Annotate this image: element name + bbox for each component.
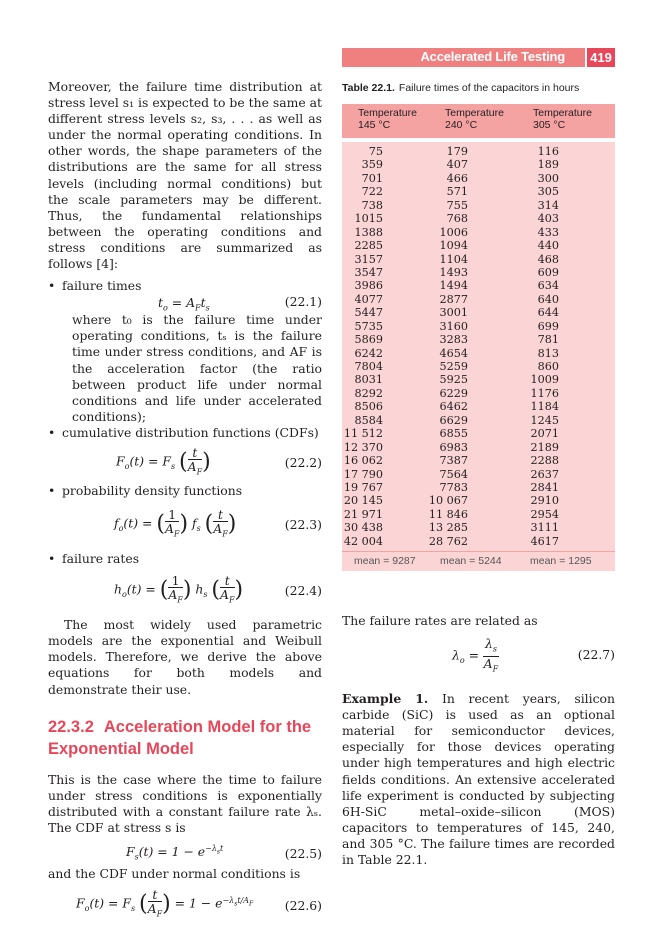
mean-305: mean = 1295 xyxy=(530,555,592,568)
table-cell: 8506 xyxy=(354,400,383,414)
table-cell: 5447 xyxy=(354,306,383,320)
section-number: 22.3.2 xyxy=(48,717,94,736)
running-header-title: Accelerated Life Testing xyxy=(420,49,565,64)
table-cell: 7783 xyxy=(439,480,468,494)
table-row xyxy=(342,535,615,548)
table-cell: 42 004 xyxy=(343,534,383,548)
equation-number: (22.1) xyxy=(284,294,322,310)
section-title: Acceleration Model for the Exponential Model xyxy=(48,717,312,758)
table-cell: 2071 xyxy=(530,427,559,441)
table-cell: 4654 xyxy=(439,346,468,360)
table-cell: 768 xyxy=(446,212,468,226)
equation-number: (22.6) xyxy=(284,898,322,914)
table-cell: 634 xyxy=(537,279,559,293)
table-cell: 300 xyxy=(537,171,559,185)
table-row xyxy=(342,427,615,440)
equation-number: (22.7) xyxy=(577,647,615,663)
table-cell: 466 xyxy=(446,171,468,185)
bullet-failure-rates: • failure rates xyxy=(48,551,322,567)
table-cell: 359 xyxy=(361,158,383,172)
table-cell: 1104 xyxy=(439,252,468,266)
table-cell: 571 xyxy=(446,185,468,199)
table-label: Table 22.1. xyxy=(342,82,395,94)
table-cell: 3986 xyxy=(354,279,383,293)
table-cell: 468 xyxy=(537,252,559,266)
intro-paragraph: Moreover, the failure time distribution at stress level s₁ is expected to be the same at different stress levels s₂, s₃, . . . as well as under the normal operating conditions. In other words, the shape parameters of the distributions are the same for all stress levels (including normal conditions) but the scale parameters may be different. Thus, the fundamental relationships between the operating conditions and stress conditions are summarized as follows [4]: xyxy=(48,79,322,272)
table-caption xyxy=(342,82,615,94)
table-cell: 2877 xyxy=(439,292,468,306)
table-row xyxy=(342,481,615,494)
table-row xyxy=(342,373,615,386)
table-row xyxy=(342,494,615,507)
table-cell: 8584 xyxy=(354,413,383,427)
table-cell: 860 xyxy=(537,360,559,373)
bullet-failure-times: • failure times xyxy=(48,278,322,294)
rates-paragraph: The failure rates are related as xyxy=(342,613,538,628)
table-cell: 179 xyxy=(446,145,468,158)
table-cell: 7804 xyxy=(354,360,383,373)
table-cell: 11 846 xyxy=(428,507,468,521)
table-cell: 2841 xyxy=(530,480,559,494)
table-row xyxy=(342,441,615,454)
table-cell: 1493 xyxy=(439,265,468,279)
mean-240: mean = 5244 xyxy=(440,555,502,568)
failure-times-description: where t₀ is the failure time under operating conditions, tₛ is the failure time under stress conditions, and AF is the acceleration factor (the ratio between product life under normal conditions and life under accelerated conditions); xyxy=(72,312,322,424)
section-heading xyxy=(48,716,322,760)
table-cell: 21 971 xyxy=(343,507,383,521)
table-row xyxy=(342,333,615,346)
table-cell: 813 xyxy=(537,346,559,360)
table-row xyxy=(342,521,615,534)
table-row xyxy=(342,400,615,413)
mean-145: mean = 9287 xyxy=(354,555,416,568)
header-col-305: Temperature 305 °C xyxy=(533,107,592,131)
table-cell: 3111 xyxy=(530,521,559,535)
table-cell: 12 370 xyxy=(343,440,383,454)
equation-22-3: $f_o(t)$ = ( $\frac{1}{A_F}$ ) $f_s$ ( $\frac{t}{A_F}$ ) (22.3) xyxy=(114,507,322,539)
table-cell: 11 512 xyxy=(343,427,383,441)
table-row xyxy=(342,266,615,279)
table-cell: 20 145 xyxy=(343,494,383,508)
table-cell: 2954 xyxy=(530,507,559,521)
table-cell: 6242 xyxy=(354,346,383,360)
table-cell: 1184 xyxy=(530,400,559,414)
table-body xyxy=(342,142,615,551)
equation-22-5: $F_s(t) = 1 - e^{-\lambda_st}$ (22.5) xyxy=(126,844,322,862)
bullet-pdf: • probability density functions xyxy=(48,483,322,499)
table-row xyxy=(342,226,615,239)
table-caption-text: Failure times of the capacitors in hours xyxy=(398,82,580,94)
equation-number: (22.3) xyxy=(284,517,322,533)
table-cell: 305 xyxy=(537,185,559,199)
table-row xyxy=(342,239,615,252)
table-row xyxy=(342,306,615,319)
table-cell: 403 xyxy=(537,212,559,226)
table-row xyxy=(342,508,615,521)
table-row xyxy=(342,145,615,158)
table-row xyxy=(342,320,615,333)
table-cell: 440 xyxy=(537,239,559,253)
table-cell: 19 767 xyxy=(343,480,383,494)
table-cell: 6855 xyxy=(439,427,468,441)
table-row xyxy=(342,387,615,400)
table-cell: 5869 xyxy=(354,333,383,347)
table-cell: 1015 xyxy=(354,212,383,226)
table-row xyxy=(342,360,615,373)
table-cell: 407 xyxy=(446,158,468,172)
table-cell: 781 xyxy=(537,333,559,347)
left-column xyxy=(48,79,322,926)
table-cell: 3157 xyxy=(354,252,383,266)
table-cell: 644 xyxy=(537,306,559,320)
table-cell: 1006 xyxy=(439,225,468,239)
table-cell: 314 xyxy=(537,198,559,212)
table-cell: 5259 xyxy=(439,360,468,373)
table-cell: 3160 xyxy=(439,319,468,333)
table-cell: 6629 xyxy=(439,413,468,427)
table-cell: 189 xyxy=(537,158,559,172)
table-cell: 7387 xyxy=(439,454,468,468)
table-header xyxy=(342,104,615,138)
table-row xyxy=(342,293,615,306)
failure-times-table xyxy=(342,104,615,571)
table-cell: 1245 xyxy=(530,413,559,427)
table-row xyxy=(342,347,615,360)
table-row xyxy=(342,279,615,292)
table-cell: 28 762 xyxy=(428,534,468,548)
table-cell: 2285 xyxy=(354,239,383,253)
models-paragraph: The most widely used parametric models are the exponential and Weibull models. Therefore, we derive the above equations for both models and demonstrate their use. xyxy=(48,617,322,697)
table-cell: 755 xyxy=(446,198,468,212)
table-cell: 433 xyxy=(537,225,559,239)
example-label: Example 1. xyxy=(342,691,429,707)
equation-number: (22.2) xyxy=(284,454,322,470)
table-cell: 738 xyxy=(361,198,383,212)
table-cell: 1388 xyxy=(354,225,383,239)
table-cell: 1494 xyxy=(439,279,468,293)
table-cell: 116 xyxy=(537,145,559,158)
table-cell: 3547 xyxy=(354,265,383,279)
table-row xyxy=(342,253,615,266)
table-cell: 640 xyxy=(537,292,559,306)
table-cell: 17 790 xyxy=(343,467,383,481)
table-cell: 722 xyxy=(361,185,383,199)
example-paragraph xyxy=(342,691,615,868)
table-cell: 1009 xyxy=(530,373,559,387)
header-col-240: Temperature 240 °C xyxy=(445,107,504,131)
table-cell: 10 067 xyxy=(428,494,468,508)
table-cell: 2288 xyxy=(530,454,559,468)
table-cell: 2910 xyxy=(530,494,559,508)
table-cell: 8292 xyxy=(354,386,383,400)
table-cell: 1094 xyxy=(439,239,468,253)
table-cell: 2637 xyxy=(530,467,559,481)
table-row xyxy=(342,185,615,198)
table-row xyxy=(342,158,615,171)
running-header xyxy=(342,48,615,67)
table-means-row xyxy=(342,551,615,571)
table-cell: 3001 xyxy=(439,306,468,320)
equation-number: (22.5) xyxy=(284,846,322,861)
table-row xyxy=(342,172,615,185)
table-cell: 701 xyxy=(361,171,383,185)
equation-number: (22.4) xyxy=(284,583,322,599)
table-cell: 609 xyxy=(537,265,559,279)
table-cell: 3283 xyxy=(439,333,468,347)
table-cell: 6983 xyxy=(439,440,468,454)
table-cell: 4617 xyxy=(530,534,559,548)
table-cell: 699 xyxy=(537,319,559,333)
equation-22-6: $F_o(t) = F_s$ ( $\frac{t}{A_F}$ ) = $1 - e^{-\lambda_st/A_F}$ (22.6) xyxy=(76,887,322,919)
table-row xyxy=(342,454,615,467)
normal-cdf-paragraph: and the CDF under normal conditions is xyxy=(48,866,301,881)
table-cell: 16 062 xyxy=(343,454,383,468)
exponential-paragraph: This is the case where the time to failure under stress conditions is exponentially distributed with a constant failure rate λₛ. The CDF at stress s is xyxy=(48,771,322,835)
table-cell: 1176 xyxy=(530,386,559,400)
table-cell: 7564 xyxy=(439,467,468,481)
table-cell: 5735 xyxy=(354,319,383,333)
example-text: In recent years, silicon carbide (SiC) is used as an optional material for semiconductor devices, especially for those devices operating under high temperatures and high electric fields conditions. An extensive accelerated life experiment is conducted by subjecting 6H-SiC metal–oxide–silicon (MOS) capacitors to temperatures of 145, 240, and 305 °C. The failure times are recorded in Table 22.1. xyxy=(342,691,615,868)
page-number: 419 xyxy=(587,48,615,67)
table-cell: 6229 xyxy=(439,386,468,400)
table-cell: 8031 xyxy=(354,373,383,387)
table-cell: 5925 xyxy=(439,373,468,387)
table-cell: 6462 xyxy=(439,400,468,414)
table-cell: 75 xyxy=(368,145,383,158)
table-row xyxy=(342,414,615,427)
bullet-cdf: • cumulative distribution functions (CDFs) xyxy=(48,425,322,441)
table-cell: 30 438 xyxy=(343,521,383,535)
table-cell: 4077 xyxy=(354,292,383,306)
equation-22-7: $\lambda_o$ = $\frac{\lambda_s}{A_F}$ (22.7) xyxy=(452,636,615,674)
right-text xyxy=(342,613,615,868)
table-cell: 2189 xyxy=(530,440,559,454)
table-row xyxy=(342,212,615,225)
equation-22-1: $t_o = A_Ft_s$ (22.1) xyxy=(158,294,322,313)
header-col-145: Temperature 145 °C xyxy=(358,107,417,131)
table-cell: 13 285 xyxy=(428,521,468,535)
equation-22-4: $h_o(t)$ = ( $\frac{1}{A_F}$ ) $h_s$ ( $\frac{t}{A_F}$ ) (22.4) xyxy=(114,573,322,605)
equation-22-2: $F_o(t) = F_s$ ( $\frac{t}{A_F}$ ) (22.2) xyxy=(116,444,322,477)
table-row xyxy=(342,468,615,481)
table-row xyxy=(342,199,615,212)
